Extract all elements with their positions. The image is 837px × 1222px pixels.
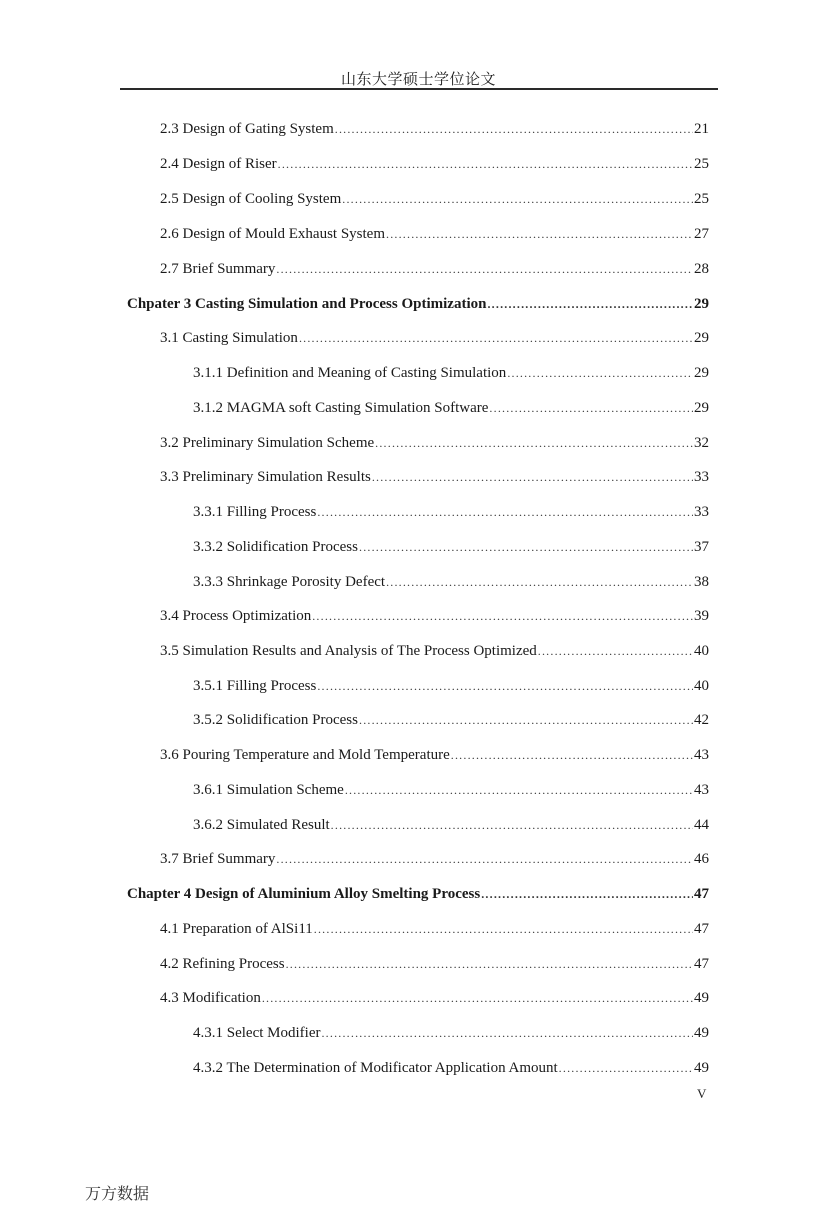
toc-entry-title: 2.4 Design of Riser	[160, 156, 277, 172]
toc-entry[interactable]	[193, 710, 709, 730]
toc-entry[interactable]	[160, 433, 709, 453]
dot-leader	[262, 988, 693, 1008]
toc-entry-title: 3.2 Preliminary Simulation Scheme	[160, 435, 375, 451]
toc-entry[interactable]	[160, 154, 709, 174]
toc-entry-title: 3.3 Preliminary Simulation Results	[160, 469, 371, 485]
toc-entry-page: 29	[694, 400, 709, 416]
toc-entry-page: 47	[694, 956, 709, 972]
toc-entry[interactable]	[160, 467, 709, 487]
dot-leader	[372, 467, 693, 487]
dot-leader	[345, 780, 693, 800]
toc-entry-title: 4.3.1 Select Modifier	[193, 1025, 321, 1041]
toc-entry[interactable]	[160, 641, 709, 661]
dot-leader	[481, 884, 693, 904]
dot-leader	[286, 954, 693, 974]
toc-entry-page: 47	[694, 886, 709, 902]
toc-entry-page: 21	[694, 121, 709, 137]
toc-entry-page: 28	[694, 261, 709, 277]
toc-entry[interactable]	[160, 328, 709, 348]
toc-entry-page: 40	[694, 678, 709, 694]
toc-entry-page: 49	[694, 1060, 709, 1076]
toc-entry[interactable]	[160, 224, 709, 244]
dot-leader	[487, 294, 693, 314]
toc-entry[interactable]	[193, 1058, 709, 1078]
toc-entry-page: 43	[694, 747, 709, 763]
toc-entry-title: 3.3.3 Shrinkage Porosity Defect	[193, 574, 386, 590]
dot-leader	[489, 398, 693, 418]
toc-entry-title: 3.3.1 Filling Process	[193, 504, 317, 520]
toc-entry[interactable]	[160, 119, 709, 139]
toc-entry-title: 2.3 Design of Gating System	[160, 121, 334, 137]
dot-leader	[276, 849, 693, 869]
dot-leader	[276, 259, 693, 279]
running-header: 山东大学硕士学位论文	[340, 72, 496, 88]
toc-entry[interactable]	[160, 259, 709, 279]
toc-entry[interactable]	[160, 745, 709, 765]
toc-entry-page: 39	[694, 608, 709, 624]
toc-entry-title: 3.5 Simulation Results and Analysis of The Process Optimized	[160, 643, 537, 659]
toc-entry-page: 25	[694, 191, 709, 207]
toc-entry[interactable]	[193, 502, 709, 522]
toc-entry-page: 29	[694, 296, 709, 312]
dot-leader	[321, 1023, 693, 1043]
toc-entry[interactable]	[160, 988, 709, 1008]
toc-entry-title: 3.4 Process Optimization	[160, 608, 312, 624]
toc-entry-page: 49	[694, 990, 709, 1006]
toc-entry-page: 33	[694, 504, 709, 520]
dot-leader	[299, 328, 693, 348]
toc-entry[interactable]	[193, 1023, 709, 1043]
toc-entry[interactable]	[127, 294, 709, 314]
dot-leader	[451, 745, 693, 765]
toc-entry-title: 3.7 Brief Summary	[160, 851, 276, 867]
toc-entry-title: 3.6.1 Simulation Scheme	[193, 782, 344, 798]
toc-entry-page: 47	[694, 921, 709, 937]
dot-leader	[314, 919, 693, 939]
dot-leader	[559, 1058, 693, 1078]
dot-leader	[278, 154, 693, 174]
watermark: 万方数据	[85, 1184, 150, 1203]
toc-entry-page: 29	[694, 330, 709, 346]
dot-leader	[359, 710, 693, 730]
toc-entry-title: Chapter 4 Design of Aluminium Alloy Smelting Process	[127, 886, 481, 902]
toc-entry-page: 46	[694, 851, 709, 867]
toc-entry-title: 4.3 Modification	[160, 990, 261, 1006]
toc-entry-page: 42	[694, 712, 709, 728]
toc-entry-page: 25	[694, 156, 709, 172]
toc-entry-title: 2.6 Design of Mould Exhaust System	[160, 226, 385, 242]
toc-entry[interactable]	[160, 606, 709, 626]
toc-entry-page: 49	[694, 1025, 709, 1041]
toc-entry-page: 29	[694, 365, 709, 381]
toc-entry-page: 40	[694, 643, 709, 659]
toc-entry[interactable]	[193, 572, 709, 592]
dot-leader	[538, 641, 693, 661]
dot-leader	[386, 224, 693, 244]
toc-entry-title: Chpater 3 Casting Simulation and Process Optimization	[127, 296, 487, 312]
toc-entry[interactable]	[160, 849, 709, 869]
toc-entry-page: 43	[694, 782, 709, 798]
toc-entry[interactable]	[160, 954, 709, 974]
page-number: V	[697, 1086, 707, 1101]
toc-entry-page: 27	[694, 226, 709, 242]
dot-leader	[312, 606, 693, 626]
toc-entry[interactable]	[193, 780, 709, 800]
toc-entry-title: 4.2 Refining Process	[160, 956, 285, 972]
toc-entry-title: 3.5.1 Filling Process	[193, 678, 317, 694]
dot-leader	[359, 537, 693, 557]
toc-entry[interactable]	[193, 537, 709, 557]
toc-entry[interactable]	[193, 815, 709, 835]
toc-entry[interactable]	[127, 884, 709, 904]
toc-entry-title: 3.3.2 Solidification Process	[193, 539, 358, 555]
toc-entry[interactable]	[160, 919, 709, 939]
toc-entry[interactable]	[193, 676, 709, 696]
dot-leader	[507, 363, 693, 383]
dot-leader	[335, 119, 693, 139]
dot-leader	[342, 189, 693, 209]
dot-leader	[317, 676, 693, 696]
toc-entry-page: 37	[694, 539, 709, 555]
dot-leader	[386, 572, 693, 592]
toc-entry-page: 32	[694, 435, 709, 451]
toc-entry-title: 2.7 Brief Summary	[160, 261, 276, 277]
toc-entry-title: 3.1 Casting Simulation	[160, 330, 298, 346]
toc-entry[interactable]	[193, 363, 709, 383]
toc-entry-title: 3.6 Pouring Temperature and Mold Temperature	[160, 747, 450, 763]
toc-entry-title: 4.3.2 The Determination of Modificator Application Amount	[193, 1060, 558, 1076]
toc-entry-page: 44	[694, 817, 709, 833]
dot-leader	[317, 502, 693, 522]
toc-entry-page: 38	[694, 574, 709, 590]
toc-entry[interactable]	[193, 398, 709, 418]
toc-entry-page: 33	[694, 469, 709, 485]
toc-entry-title: 4.1 Preparation of AlSi11	[160, 921, 313, 937]
toc-entry-title: 2.5 Design of Cooling System	[160, 191, 342, 207]
toc-entry-title: 3.1.2 MAGMA soft Casting Simulation Software	[193, 400, 489, 416]
toc-entry-title: 3.5.2 Solidification Process	[193, 712, 358, 728]
toc-entry-title: 3.1.1 Definition and Meaning of Casting Simulation	[193, 365, 507, 381]
dot-leader	[375, 433, 693, 453]
toc-entry-title: 3.6.2 Simulated Result	[193, 817, 330, 833]
dot-leader	[331, 815, 693, 835]
toc-entry[interactable]	[160, 189, 709, 209]
